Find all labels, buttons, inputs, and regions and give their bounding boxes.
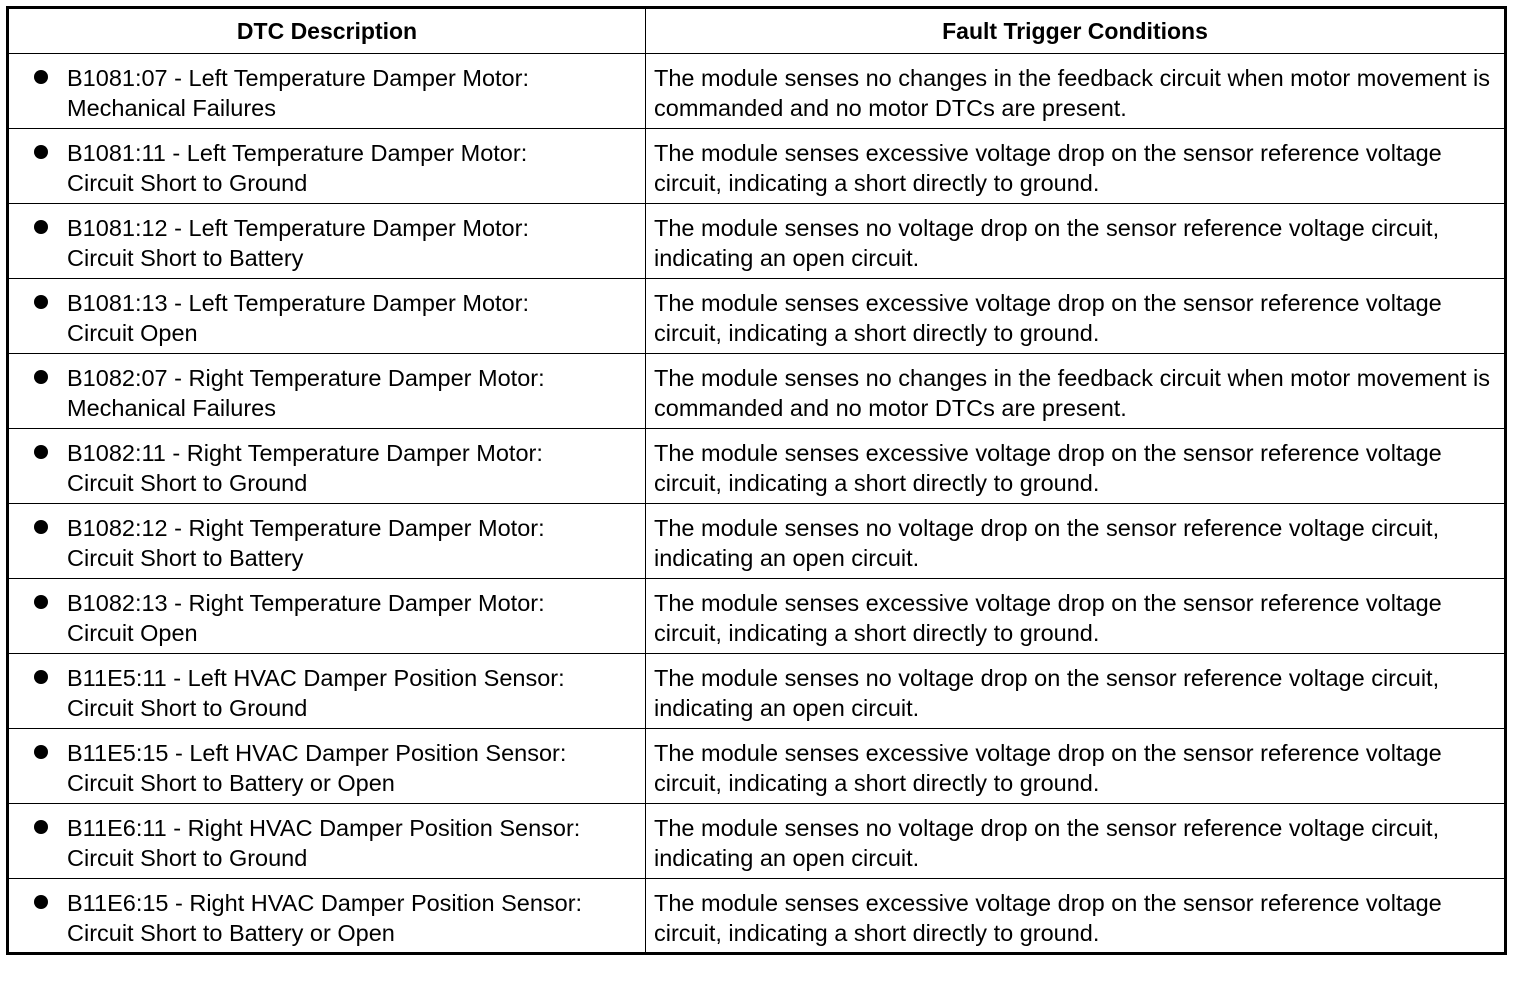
bullet-icon [34,670,48,684]
dtc-symptom: Mechanical Failures [67,395,276,421]
fault-condition-cell [646,804,1506,879]
dtc-description-cell [8,354,646,429]
fault-condition-cell [646,129,1506,204]
dtc-description-cell [8,129,646,204]
table-row [8,129,1506,204]
fault-condition-cell [646,204,1506,279]
dtc-description-cell [8,504,646,579]
table-row [8,729,1506,804]
dtc-code: B1081:07 - Left Temperature Damper Motor: [67,65,529,91]
fault-condition-text: The module senses excessive voltage drop on the sensor reference voltage circuit, indicating a short directly to ground. [654,440,1442,496]
dtc-symptom: Circuit Short to Ground [67,695,308,721]
dtc-description-cell [8,54,646,129]
table-row [8,504,1506,579]
fault-condition-text: The module senses no changes in the feedback circuit when motor movement is commanded and no motor DTCs are present. [654,365,1490,421]
fault-condition-text: The module senses no voltage drop on the sensor reference voltage circuit, indicating an open circuit. [654,665,1440,721]
table-row [8,579,1506,654]
dtc-symptom: Circuit Short to Battery [67,545,304,571]
dtc-code: B11E5:11 - Left HVAC Damper Position Sensor: [67,665,565,691]
table-row [8,429,1506,504]
table-row [8,279,1506,354]
bullet-icon [34,370,48,384]
dtc-code: B1082:07 - Right Temperature Damper Motor: [67,365,545,391]
table-row [8,654,1506,729]
dtc-symptom: Circuit Open [67,320,198,346]
fault-condition-text: The module senses excessive voltage drop on the sensor reference voltage circuit, indicating a short directly to ground. [654,290,1442,346]
bullet-icon [34,895,48,909]
table-row [8,204,1506,279]
fault-condition-cell [646,579,1506,654]
fault-condition-cell [646,654,1506,729]
dtc-symptom: Mechanical Failures [67,95,276,121]
fault-condition-text: The module senses excessive voltage drop on the sensor reference voltage circuit, indicating a short directly to ground. [654,740,1442,796]
bullet-icon [34,220,48,234]
dtc-code: B1081:11 - Left Temperature Damper Motor: [67,140,528,166]
fault-condition-text: The module senses no voltage drop on the sensor reference voltage circuit, indicating an open circuit. [654,215,1440,271]
dtc-code: B11E5:15 - Left HVAC Damper Position Sensor: [67,740,567,766]
table-header-row [8,8,1506,54]
fault-condition-cell [646,279,1506,354]
fault-condition-text: The module senses no changes in the feedback circuit when motor movement is commanded and no motor DTCs are present. [654,65,1490,121]
table-row [8,354,1506,429]
dtc-table [6,6,1507,955]
fault-condition-text: The module senses excessive voltage drop on the sensor reference voltage circuit, indicating a short directly to ground. [654,890,1442,946]
dtc-description-cell [8,579,646,654]
fault-condition-text: The module senses no voltage drop on the sensor reference voltage circuit, indicating an open circuit. [654,515,1440,571]
dtc-description-cell [8,879,646,954]
table-row [8,804,1506,879]
dtc-code: B1082:12 - Right Temperature Damper Motor: [67,515,545,541]
bullet-icon [34,445,48,459]
bullet-icon [34,295,48,309]
bullet-icon [34,745,48,759]
dtc-symptom: Circuit Short to Battery or Open [67,770,395,796]
dtc-symptom: Circuit Short to Ground [67,470,308,496]
header-dtc-description: DTC Description [8,8,646,54]
header-fault-trigger-conditions: Fault Trigger Conditions [646,8,1506,54]
bullet-icon [34,820,48,834]
bullet-icon [34,595,48,609]
table-row [8,54,1506,129]
bullet-icon [34,70,48,84]
fault-condition-text: The module senses excessive voltage drop on the sensor reference voltage circuit, indicating a short directly to ground. [654,590,1442,646]
dtc-code: B11E6:11 - Right HVAC Damper Position Sensor: [67,815,581,841]
fault-condition-text: The module senses no voltage drop on the sensor reference voltage circuit, indicating an open circuit. [654,815,1440,871]
dtc-description-cell [8,204,646,279]
fault-condition-text: The module senses excessive voltage drop on the sensor reference voltage circuit, indicating a short directly to ground. [654,140,1442,196]
dtc-code: B1081:12 - Left Temperature Damper Motor: [67,215,529,241]
dtc-code: B1082:11 - Right Temperature Damper Motor: [67,440,543,466]
dtc-description-cell [8,729,646,804]
table-row [8,879,1506,954]
fault-condition-cell [646,429,1506,504]
dtc-symptom: Circuit Short to Battery [67,245,304,271]
bullet-icon [34,520,48,534]
fault-condition-cell [646,879,1506,954]
fault-condition-cell [646,504,1506,579]
bullet-icon [34,145,48,159]
dtc-description-cell [8,804,646,879]
dtc-symptom: Circuit Open [67,620,198,646]
dtc-description-cell [8,279,646,354]
table-body [8,54,1506,954]
dtc-symptom: Circuit Short to Ground [67,170,308,196]
fault-condition-cell [646,729,1506,804]
dtc-symptom: Circuit Short to Ground [67,845,308,871]
dtc-symptom: Circuit Short to Battery or Open [67,920,395,946]
dtc-code: B1082:13 - Right Temperature Damper Motor: [67,590,545,616]
dtc-description-cell [8,654,646,729]
fault-condition-cell [646,54,1506,129]
dtc-code: B1081:13 - Left Temperature Damper Motor: [67,290,529,316]
dtc-code: B11E6:15 - Right HVAC Damper Position Sensor: [67,890,583,916]
dtc-description-cell [8,429,646,504]
fault-condition-cell [646,354,1506,429]
